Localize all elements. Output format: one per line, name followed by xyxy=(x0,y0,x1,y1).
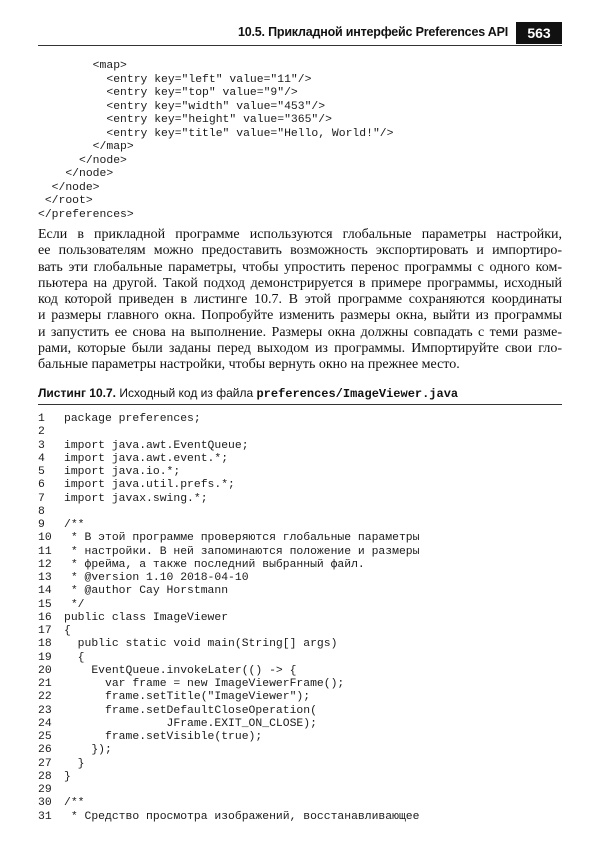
line-number: 26 xyxy=(38,744,52,757)
xml-code-line: </node> xyxy=(38,154,127,167)
xml-code-line: <entry key="height" value="365"/> xyxy=(38,114,332,126)
listing-row xyxy=(38,599,562,612)
listing-row xyxy=(38,453,562,466)
listing-row xyxy=(38,665,562,678)
xml-code-line: </root> xyxy=(38,195,93,207)
listing-row xyxy=(38,532,562,545)
line-number: 6 xyxy=(38,479,45,492)
line-code: * @author Cay Horstmann xyxy=(64,585,229,598)
line-code: import java.awt.EventQueue; xyxy=(64,439,249,452)
xml-code-line: <map> xyxy=(38,60,127,72)
line-number: 1 xyxy=(38,413,45,425)
line-code: import javax.swing.*; xyxy=(64,492,208,505)
listing-row xyxy=(38,479,562,492)
listing-row xyxy=(38,466,562,479)
line-number: 17 xyxy=(38,625,52,637)
listing-row xyxy=(38,572,562,585)
line-number: 18 xyxy=(38,638,52,651)
line-number: 4 xyxy=(38,452,45,465)
line-number: 19 xyxy=(38,651,52,664)
listing-row xyxy=(38,519,562,532)
listing-row xyxy=(38,771,562,784)
line-number: 28 xyxy=(38,770,52,783)
xml-code-line: <entry key="width" value="453"/> xyxy=(38,100,326,113)
line-number: 13 xyxy=(38,572,52,584)
listing-row xyxy=(38,585,562,598)
listing-row xyxy=(38,625,562,638)
line-code: */ xyxy=(64,598,85,611)
line-number: 29 xyxy=(38,784,52,796)
listing-row xyxy=(38,731,562,744)
line-code: frame.setVisible(true); xyxy=(64,731,263,743)
line-code: frame.setDefaultCloseOperation( xyxy=(64,704,317,717)
line-code: * фрейма, а также последний выбранный файл. xyxy=(64,558,365,571)
paragraph-line: рами, которые были заданы перед выходом из программы. Импортируйте свои гло- xyxy=(38,341,562,357)
paragraph-line: и запустить ее снова на выполнение. Размеры окна должны совпадать с теми разме- xyxy=(38,324,562,340)
xml-code-line: </preferences> xyxy=(38,208,134,221)
line-number: 3 xyxy=(38,439,45,452)
paragraph-line: код которой приведен в листинге 10.7. В этой программе сохраняются координаты xyxy=(38,292,562,308)
listing-row xyxy=(38,678,562,691)
line-code: * В этой программе проверяются глобальные параметры xyxy=(64,532,420,545)
listing-row xyxy=(38,718,562,731)
line-code: * @version 1.10 2018-04-10 xyxy=(64,572,249,584)
listing-label: Листинг 10.7. xyxy=(38,386,116,400)
paragraph-line: ее пользователям можно предоставить возможность экспортировать и импортиро- xyxy=(38,243,562,259)
xml-code-line: <entry key="title" value="Hello, World!"/> xyxy=(38,127,394,140)
listing-row xyxy=(38,493,562,506)
line-code: { xyxy=(64,625,71,637)
listing-row xyxy=(38,546,562,559)
listing-row xyxy=(38,559,562,572)
line-number: 14 xyxy=(38,585,52,598)
line-number: 31 xyxy=(38,810,52,823)
line-number: 7 xyxy=(38,492,45,505)
paragraph-line: Если в прикладной программе используются глобальные параметры настройки, xyxy=(38,227,562,242)
line-number: 27 xyxy=(38,757,52,770)
listing-row xyxy=(38,612,562,625)
line-code: * настройки. В ней запоминаются положение и размеры xyxy=(64,545,420,558)
line-number: 15 xyxy=(38,598,52,611)
body-paragraph xyxy=(38,227,562,374)
line-number: 9 xyxy=(38,519,45,531)
listing-row xyxy=(38,506,562,519)
listing-row xyxy=(38,652,562,665)
xml-code-line: </map> xyxy=(38,141,134,153)
listing-row xyxy=(38,784,562,797)
line-code: package preferences; xyxy=(64,413,201,425)
line-code: EventQueue.invokeLater(() -> { xyxy=(64,664,297,677)
line-code: import java.util.prefs.*; xyxy=(64,479,235,492)
caption-rule xyxy=(38,404,562,405)
line-number: 25 xyxy=(38,731,52,743)
listing-row xyxy=(38,638,562,651)
paragraph-line: вать эти глобальные параметры, чтобы упростить перенос программы с одного ком- xyxy=(38,259,562,275)
line-code: import java.awt.event.*; xyxy=(64,452,229,465)
line-number: 21 xyxy=(38,678,52,690)
line-code: } xyxy=(64,757,85,770)
paragraph-line: и размеры главного окна. Попробуйте изменить размеры окна, выйти из программы xyxy=(38,308,562,324)
line-code: frame.setTitle("ImageViewer"); xyxy=(64,691,311,704)
xml-code-block xyxy=(38,60,558,222)
line-number: 23 xyxy=(38,704,52,717)
page-number: 563 xyxy=(516,22,562,44)
line-number: 10 xyxy=(38,532,52,545)
line-number: 30 xyxy=(38,797,52,810)
listing-row xyxy=(38,811,562,824)
line-code: /** xyxy=(64,519,85,531)
line-number: 12 xyxy=(38,558,52,571)
xml-code-line: <entry key="left" value="11"/> xyxy=(38,73,312,86)
line-code: JFrame.EXIT_ON_CLOSE); xyxy=(64,717,317,730)
listing-caption xyxy=(38,384,562,402)
xml-code-line: </node> xyxy=(38,181,100,194)
line-code: /** xyxy=(64,797,85,810)
listing-row xyxy=(38,426,562,439)
listing-row xyxy=(38,413,562,426)
listing-file-path: preferences/ImageViewer.java xyxy=(256,387,459,401)
line-code: var frame = new ImageViewerFrame(); xyxy=(64,678,345,690)
header-rule xyxy=(38,45,562,46)
code-listing xyxy=(38,413,562,824)
running-head-title: 10.5. Прикладной интерфейс Preferences API xyxy=(238,25,508,39)
listing-row xyxy=(38,797,562,810)
line-number: 5 xyxy=(38,466,45,478)
line-code: * Средство просмотра изображений, восстанавливающее xyxy=(64,810,420,823)
line-number: 24 xyxy=(38,717,52,730)
xml-code-line: </node> xyxy=(38,168,114,180)
paragraph-line: бальные параметры настройки, чтобы вернуть окно на прежнее место. xyxy=(38,357,460,373)
listing-row xyxy=(38,705,562,718)
line-code: public class ImageViewer xyxy=(64,611,229,624)
listing-row xyxy=(38,440,562,453)
line-code: { xyxy=(64,651,85,664)
line-number: 20 xyxy=(38,664,52,677)
listing-row xyxy=(38,744,562,757)
xml-code-line: <entry key="top" value="9"/> xyxy=(38,87,298,99)
line-code: }); xyxy=(64,744,112,757)
paragraph-line: пьютера на другой. Такой подход демонстрируется в примере программы, исходный xyxy=(38,275,562,291)
line-number: 11 xyxy=(38,545,52,558)
line-code: } xyxy=(64,770,71,783)
page-header xyxy=(0,22,600,44)
line-code: import java.io.*; xyxy=(64,466,181,478)
listing-caption-text: Исходный код из файла xyxy=(116,386,257,400)
line-number: 16 xyxy=(38,611,52,624)
listing-row xyxy=(38,691,562,704)
line-number: 2 xyxy=(38,426,45,439)
line-number: 8 xyxy=(38,505,45,518)
line-number: 22 xyxy=(38,691,52,704)
listing-row xyxy=(38,758,562,771)
line-code: public static void main(String[] args) xyxy=(64,638,338,651)
